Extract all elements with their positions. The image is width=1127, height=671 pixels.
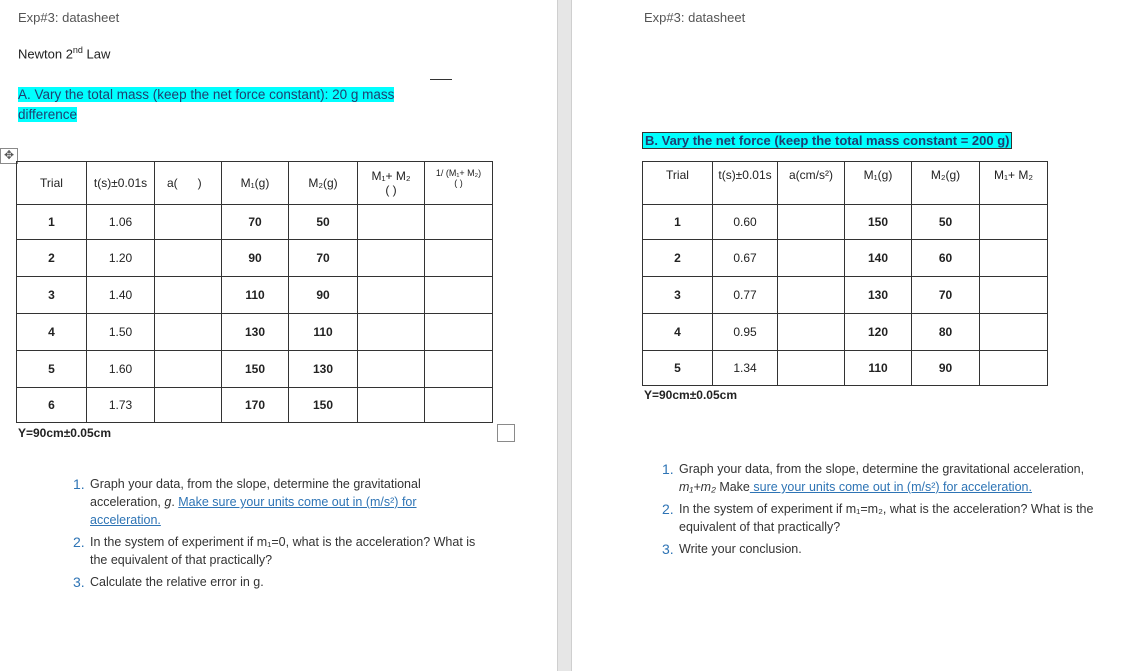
cell-inverse-mass[interactable]: [425, 351, 493, 388]
question-text: Graph your data, from the slope, determine the gravitational acceleration,: [679, 462, 1085, 476]
table-row: [17, 277, 493, 314]
cell-total-mass[interactable]: [358, 277, 425, 314]
question-1: [73, 475, 490, 529]
cell-total-mass[interactable]: [980, 205, 1048, 240]
table-resize-handle[interactable]: [497, 424, 515, 442]
cell-trial: 5: [17, 351, 87, 388]
section-a-heading: [18, 85, 438, 125]
cell-m1: 150: [222, 351, 289, 388]
table-row: [643, 205, 1048, 240]
question-number: 3.: [662, 541, 674, 557]
cell-trial: 2: [643, 240, 713, 277]
header-m1: M₁(g): [222, 162, 289, 205]
cell-inverse-mass[interactable]: [425, 314, 493, 351]
question-dot: .: [171, 495, 179, 509]
cell-m1: 70: [222, 205, 289, 240]
header-m1: M₁(g): [845, 162, 912, 205]
table-row: [17, 205, 493, 240]
cell-total-mass[interactable]: [980, 314, 1048, 351]
units-link[interactable]: sure your units come out in (m/s²) for acceleration.: [749, 480, 1032, 494]
cell-trial: 1: [643, 205, 713, 240]
table-header-row: [17, 162, 493, 205]
cell-m2: 60: [912, 240, 980, 277]
title-prefix: Newton 2: [18, 46, 73, 62]
cell-time: 0.77: [713, 277, 778, 314]
table-row: [17, 388, 493, 423]
y-note: Y=90cm±0.05cm: [644, 388, 737, 402]
table-row: [643, 351, 1048, 386]
header-trial: Trial: [643, 162, 713, 205]
units-link[interactable]: Make sure your units come out in (m/s²) for acceleration.: [90, 495, 417, 527]
cell-m1: 120: [845, 314, 912, 351]
cell-inverse-mass[interactable]: [425, 240, 493, 277]
cell-accel[interactable]: [155, 205, 222, 240]
table-b: [642, 161, 1048, 386]
header-time: t(s)±0.01s: [713, 162, 778, 205]
question-1: [662, 460, 1119, 496]
cell-m1: 90: [222, 240, 289, 277]
cell-total-mass[interactable]: [358, 314, 425, 351]
table-header-row: [643, 162, 1048, 205]
header-m2: M₂(g): [912, 162, 980, 205]
title-suffix: Law: [82, 46, 111, 62]
cell-m2: 90: [912, 351, 980, 386]
cell-total-mass[interactable]: [980, 351, 1048, 386]
table-row: [17, 351, 493, 388]
table-a: [16, 161, 493, 423]
table-row: [17, 240, 493, 277]
header-inverse-mass-unit: ( ): [454, 178, 463, 188]
cell-inverse-mass[interactable]: [425, 388, 493, 423]
cell-m1: 170: [222, 388, 289, 423]
section-b-heading: [642, 133, 1012, 148]
question-text: Write your conclusion.: [679, 542, 802, 556]
header-total-mass-unit: ( ): [385, 183, 397, 197]
question-2: [73, 533, 490, 569]
page-header: Exp#3: datasheet: [18, 10, 120, 25]
cell-m2: 70: [912, 277, 980, 314]
cell-m2: 50: [912, 205, 980, 240]
cell-accel[interactable]: [155, 314, 222, 351]
y-note: Y=90cm±0.05cm: [18, 426, 111, 440]
table-row: [643, 314, 1048, 351]
question-text: In the system of experiment if m₁=m₂, what is the acceleration? What is the equivalent of that practically?: [679, 502, 1094, 534]
cell-m2: 130: [289, 351, 358, 388]
cell-accel[interactable]: [778, 351, 845, 386]
cell-trial: 1: [17, 205, 87, 240]
header-total-mass-label: M₁+ M₂: [371, 169, 411, 183]
question-2: [662, 500, 1119, 536]
header-time: t(s)±0.01s: [87, 162, 155, 205]
cell-m2: 150: [289, 388, 358, 423]
cell-accel[interactable]: [155, 388, 222, 423]
right-page: [572, 0, 1127, 671]
cell-total-mass[interactable]: [358, 351, 425, 388]
cell-m1: 130: [845, 277, 912, 314]
question-make: Make: [715, 480, 750, 494]
section-b-text: B. Vary the net force (keep the total mass constant = 200 g): [642, 132, 1012, 149]
cell-trial: 4: [17, 314, 87, 351]
cell-m1: 130: [222, 314, 289, 351]
cell-m2: 90: [289, 277, 358, 314]
cell-m1: 150: [845, 205, 912, 240]
question-3: [662, 540, 1119, 558]
cell-m2: 70: [289, 240, 358, 277]
cell-accel[interactable]: [778, 205, 845, 240]
cell-accel[interactable]: [778, 240, 845, 277]
table-row: [643, 277, 1048, 314]
cell-trial: 5: [643, 351, 713, 386]
cell-total-mass[interactable]: [358, 205, 425, 240]
cell-inverse-mass[interactable]: [425, 205, 493, 240]
cell-total-mass[interactable]: [358, 388, 425, 423]
cell-inverse-mass[interactable]: [425, 277, 493, 314]
cell-time: 1.40: [87, 277, 155, 314]
question-text: Graph your data, from the slope, determine the gravitational acceleration,: [90, 477, 421, 509]
cell-accel[interactable]: [778, 314, 845, 351]
cell-time: 1.06: [87, 205, 155, 240]
cell-total-mass[interactable]: [980, 277, 1048, 314]
cell-time: 1.60: [87, 351, 155, 388]
question-number: 3.: [73, 574, 85, 590]
cell-accel[interactable]: [778, 277, 845, 314]
cell-m2: 110: [289, 314, 358, 351]
cell-time: 1.34: [713, 351, 778, 386]
cell-trial: 2: [17, 240, 87, 277]
cell-time: 0.60: [713, 205, 778, 240]
header-trial: Trial: [17, 162, 87, 205]
cell-total-mass[interactable]: [980, 240, 1048, 277]
question-3: [73, 573, 490, 591]
header-inverse-mass-label: 1/ (M₁+ M₂): [435, 168, 482, 178]
cell-accel[interactable]: [155, 277, 222, 314]
header-accel: a(cm/s²): [778, 162, 845, 205]
cell-time: 1.20: [87, 240, 155, 277]
header-inverse-mass: [425, 162, 493, 205]
table-row: [643, 240, 1048, 277]
cell-trial: 3: [643, 277, 713, 314]
cell-total-mass[interactable]: [358, 240, 425, 277]
question-number: 2.: [662, 501, 674, 517]
header-total-mass: [358, 162, 425, 205]
header-accel: a( ): [155, 162, 222, 205]
page-header: Exp#3: datasheet: [644, 10, 746, 25]
cell-m1: 110: [845, 351, 912, 386]
symbol-g: g: [164, 495, 172, 509]
cell-m1: 110: [222, 277, 289, 314]
divider-line: [430, 79, 452, 80]
question-text: Calculate the relative error in g.: [90, 575, 264, 589]
cell-time: 0.95: [713, 314, 778, 351]
cell-trial: 4: [643, 314, 713, 351]
cell-time: 0.67: [713, 240, 778, 277]
page-gutter: [557, 0, 572, 671]
question-number: 2.: [73, 534, 85, 550]
question-text: In the system of experiment if m₁=0, what is the acceleration? What is the equivalent of that practically?: [90, 535, 476, 567]
section-a-text: A. Vary the total mass (keep the net force constant): 20 g mass difference: [18, 87, 395, 122]
cell-m1: 140: [845, 240, 912, 277]
cell-m2: 50: [289, 205, 358, 240]
cell-accel[interactable]: [155, 240, 222, 277]
cell-trial: 3: [17, 277, 87, 314]
page-title: [18, 45, 110, 61]
left-page: [0, 0, 557, 671]
questions-list: [662, 460, 1119, 562]
cell-accel[interactable]: [155, 351, 222, 388]
header-m2: M₂(g): [289, 162, 358, 205]
header-total-mass: M₁+ M₂: [980, 162, 1048, 205]
table-move-icon[interactable]: ✥: [0, 148, 18, 164]
table-row: [17, 314, 493, 351]
cell-m2: 80: [912, 314, 980, 351]
question-number: 1.: [662, 461, 674, 477]
symbol-m1-m2: m₁+m₂: [679, 480, 716, 494]
cell-time: 1.50: [87, 314, 155, 351]
question-number: 1.: [73, 476, 85, 492]
questions-list: [73, 475, 490, 595]
cell-time: 1.73: [87, 388, 155, 423]
cell-trial: 6: [17, 388, 87, 423]
title-sup: nd: [72, 45, 83, 55]
